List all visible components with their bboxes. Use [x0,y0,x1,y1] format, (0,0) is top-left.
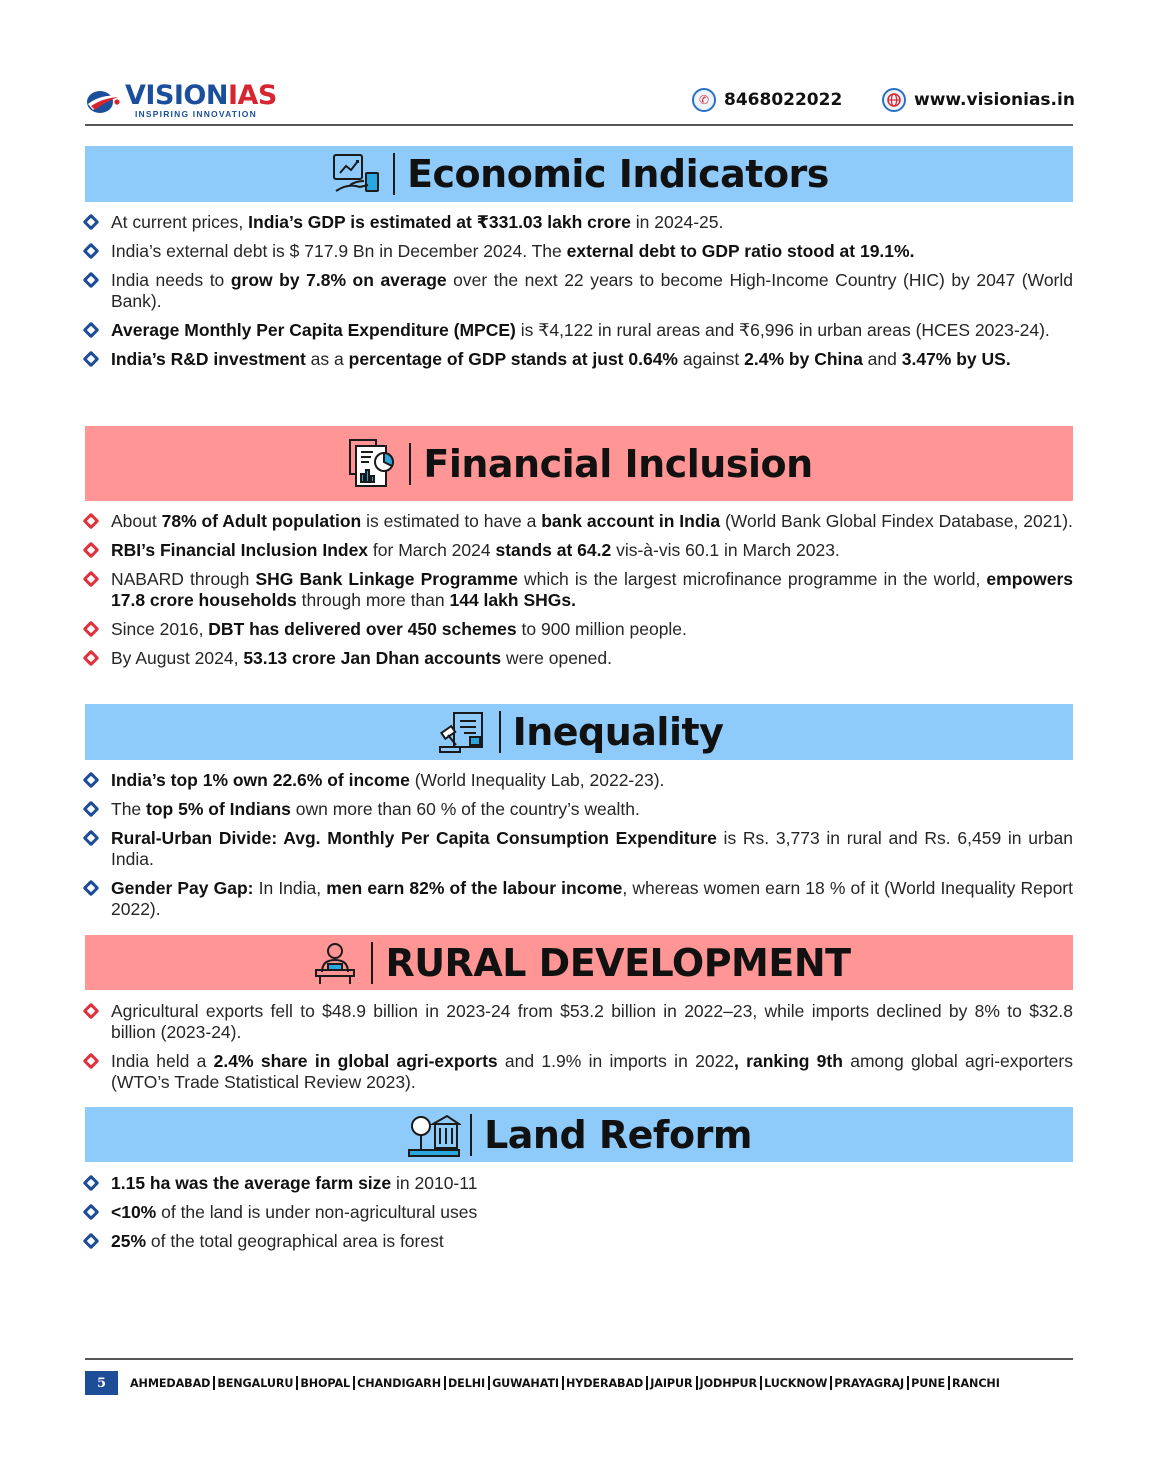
city-separator [213,1376,215,1390]
list-item [85,1173,1073,1194]
bold-text: 53.13 crore Jan Dhan accounts [243,648,502,668]
diamond-bullet-icon [83,243,100,260]
rural-development-list [85,1001,1073,1101]
body-text: NABARD through [111,569,256,589]
tree-building-icon [406,1110,462,1160]
diamond-bullet-icon [83,621,100,638]
body-text: among global agri-exporters (WTO’s Trade Statistical Review 2023). [111,1051,1073,1092]
bold-text: India’s GDP is estimated at ₹331.03 lakh crore [248,212,631,232]
economy-hand-chart-icon [329,149,385,199]
logo-brand-vision: VISION [125,80,228,111]
body-text: About [111,511,162,531]
bold-text: 144 lakh SHGs. [449,590,576,610]
body-text: India’s external debt is $ 717.9 Bn in December 2024. The [111,241,567,261]
bold-text: , ranking 9th [734,1051,843,1071]
section-banner-financial-inclusion [85,426,1073,501]
phone-contact[interactable] [692,88,842,112]
bold-text: SHG Bank Linkage Programme [255,569,518,589]
website-link[interactable] [882,88,1075,112]
city-separator [830,1376,832,1390]
body-text: over the next 22 years to become High-Income Country (HIC) by 2047 (World Bank). [111,270,1074,311]
city-separator [760,1376,762,1390]
bold-text: India’s top 1% own 22.6% of income [111,770,410,790]
city-separator [907,1376,909,1390]
diamond-bullet-icon [83,272,100,289]
body-text: in 2024-25. [630,212,724,232]
visionias-logo[interactable] [85,82,277,122]
bold-text: 2.4% share in global agri-exports [213,1051,498,1071]
city-separator [562,1376,564,1390]
bold-text: 25% [111,1231,147,1251]
city-list [130,1376,1000,1390]
city-name: JAIPUR [650,1376,693,1390]
bold-text: 78% of Adult population [161,511,362,531]
body-text: vis-à-vis 60.1 in March 2023. [611,540,840,560]
city-separator [444,1376,446,1390]
diamond-bullet-icon [83,322,100,339]
diamond-bullet-icon [83,1175,100,1192]
list-item [85,212,1073,233]
page-number: 5 [85,1371,118,1395]
body-text: for March 2024 [368,540,496,560]
list-item [85,511,1073,532]
bold-text: RBI’s Financial Inclusion Index [111,540,369,560]
bold-text: Gender Pay Gap: [111,878,254,898]
bold-text: men earn 82% of the labour income [326,878,623,898]
bold-text: <10% [111,1202,157,1222]
logo-brand-ias: IAS [227,80,277,111]
city-name: PUNE [911,1376,945,1390]
body-text: to 900 million people. [516,619,687,639]
list-item [85,770,1073,791]
bold-text: stands at 64.2 [495,540,612,560]
diamond-bullet-icon [83,1053,100,1070]
city-name: HYDERABAD [565,1376,644,1390]
body-text: against [678,349,745,369]
body-text: India held a [111,1051,214,1071]
body-text: (World Inequality Lab, 2022-23). [409,770,665,790]
footer-divider [85,1358,1073,1360]
bold-text: 1.15 ha was the average farm size [111,1173,392,1193]
body-text: In India, [253,878,327,898]
diamond-bullet-icon [83,542,100,559]
land-reform-list [85,1173,1073,1260]
city-name: BENGALURU [217,1376,294,1390]
city-separator [948,1376,950,1390]
page-header [85,80,1073,126]
body-text: which is the largest microfinance programme in the world, [517,569,987,589]
body-text: and 1.9% in imports in 2022 [497,1051,735,1071]
logo-tagline: INSPIRING INNOVATION [135,109,257,119]
financial-report-icon [345,439,401,489]
section-title: Economic Indicators [407,152,829,196]
body-text: India needs to [111,270,231,290]
city-separator [696,1376,698,1390]
city-name: LUCKNOW [764,1376,828,1390]
diamond-bullet-icon [83,513,100,530]
bold-text: empowers 17.8 crore households [111,569,1073,610]
bold-text: external debt to GDP ratio stood at 19.1%. [566,241,915,261]
bold-text: India’s R&D investment [111,349,306,369]
list-item [85,569,1073,611]
diamond-bullet-icon [83,772,100,789]
inequality-list [85,770,1073,928]
body-text: were opened. [501,648,612,668]
body-text: in 2010-11 [391,1173,478,1193]
body-text: Since 2016, [111,619,209,639]
bold-text: 3.47% by US. [901,349,1011,369]
diamond-bullet-icon [83,571,100,588]
section-banner-land-reform [85,1107,1073,1162]
diamond-bullet-icon [83,880,100,897]
list-item [85,540,1073,561]
diamond-bullet-icon [83,801,100,818]
body-text: is ₹4,122 in rural areas and ₹6,996 in urban areas (HCES 2023-24). [515,320,1050,340]
section-banner-rural-development [85,935,1073,990]
section-banner-economic-indicators [85,146,1073,202]
justice-gavel-icon [435,707,491,757]
city-separator [488,1376,490,1390]
phone-number: 8468022022 [724,90,843,110]
bold-text: top 5% of Indians [146,799,291,819]
page-footer [85,1371,1073,1395]
list-item [85,828,1073,870]
website-url: www.visionias.in [914,90,1075,110]
body-text: is estimated to have a [361,511,542,531]
body-text: Agricultural exports fell to $48.9 billion in 2023-24 from $53.2 billion in 2022–23, while imports declined by 8% to $32.8 billion (2023-24). [111,1001,1073,1042]
body-text: (World Bank Global Findex Database, 2021). [720,511,1073,531]
list-item [85,648,1073,669]
person-at-desk-icon [307,938,363,988]
body-text: By August 2024, [111,648,244,668]
financial-inclusion-list [85,511,1073,677]
list-item [85,1001,1073,1043]
bold-text: bank account in India [541,511,721,531]
body-text: of the total geographical area is forest [146,1231,444,1251]
section-title: RURAL DEVELOPMENT [385,940,851,985]
city-name: GUWAHATI [492,1376,559,1390]
body-text: is Rs. 3,773 in rural and Rs. 6,459 in urban India. [111,828,1073,869]
list-item [85,349,1073,370]
list-item [85,878,1073,920]
diamond-bullet-icon [83,830,100,847]
phone-icon: ✆ [692,88,716,112]
list-item [85,619,1073,640]
city-name: RANCHI [951,1376,1000,1390]
bold-text: 2.4% by China [744,349,863,369]
body-text: At current prices, [111,212,249,232]
globe-icon [882,88,906,112]
body-text: The [111,799,147,819]
list-item [85,1051,1073,1093]
body-text: through more than [296,590,450,610]
diamond-bullet-icon [83,650,100,667]
diamond-bullet-icon [83,1233,100,1250]
bold-text: Rural-Urban Divide: Avg. Monthly Per Capita Consumption Expenditure [111,828,717,848]
body-text: of the land is under non-agricultural uses [156,1202,478,1222]
bold-text: grow by 7.8% on average [230,270,447,290]
city-name: JODHPUR [699,1376,758,1390]
city-name: DELHI [447,1376,486,1390]
city-name: CHANDIGARH [357,1376,441,1390]
diamond-bullet-icon [83,214,100,231]
diamond-bullet-icon [83,351,100,368]
logo-swoosh-icon [85,86,121,116]
section-title: Land Reform [484,1112,752,1157]
body-text: as a [305,349,349,369]
bold-text: DBT has delivered over 450 schemes [208,619,517,639]
list-item [85,241,1073,262]
section-title: Financial Inclusion [423,441,813,486]
city-separator [646,1376,648,1390]
diamond-bullet-icon [83,1204,100,1221]
bold-text: Average Monthly Per Capita Expenditure (MPCE) [111,320,516,340]
city-name: PRAYAGRAJ [834,1376,905,1390]
body-text: own more than 60 % of the country’s wealth. [290,799,640,819]
diamond-bullet-icon [83,1003,100,1020]
body-text: and [862,349,902,369]
economic-indicators-list [85,212,1073,378]
list-item [85,320,1073,341]
city-name: BHOPAL [300,1376,351,1390]
city-name: AHMEDABAD [130,1376,211,1390]
list-item [85,1231,1073,1252]
city-separator [353,1376,355,1390]
list-item [85,799,1073,820]
section-title: Inequality [512,710,724,754]
list-item [85,270,1073,312]
city-separator [296,1376,298,1390]
bold-text: percentage of GDP stands at just 0.64% [348,349,678,369]
section-banner-inequality [85,704,1073,760]
list-item [85,1202,1073,1223]
body-text: , whereas women earn 18 % of it (World Inequality Report 2022). [111,878,1073,919]
